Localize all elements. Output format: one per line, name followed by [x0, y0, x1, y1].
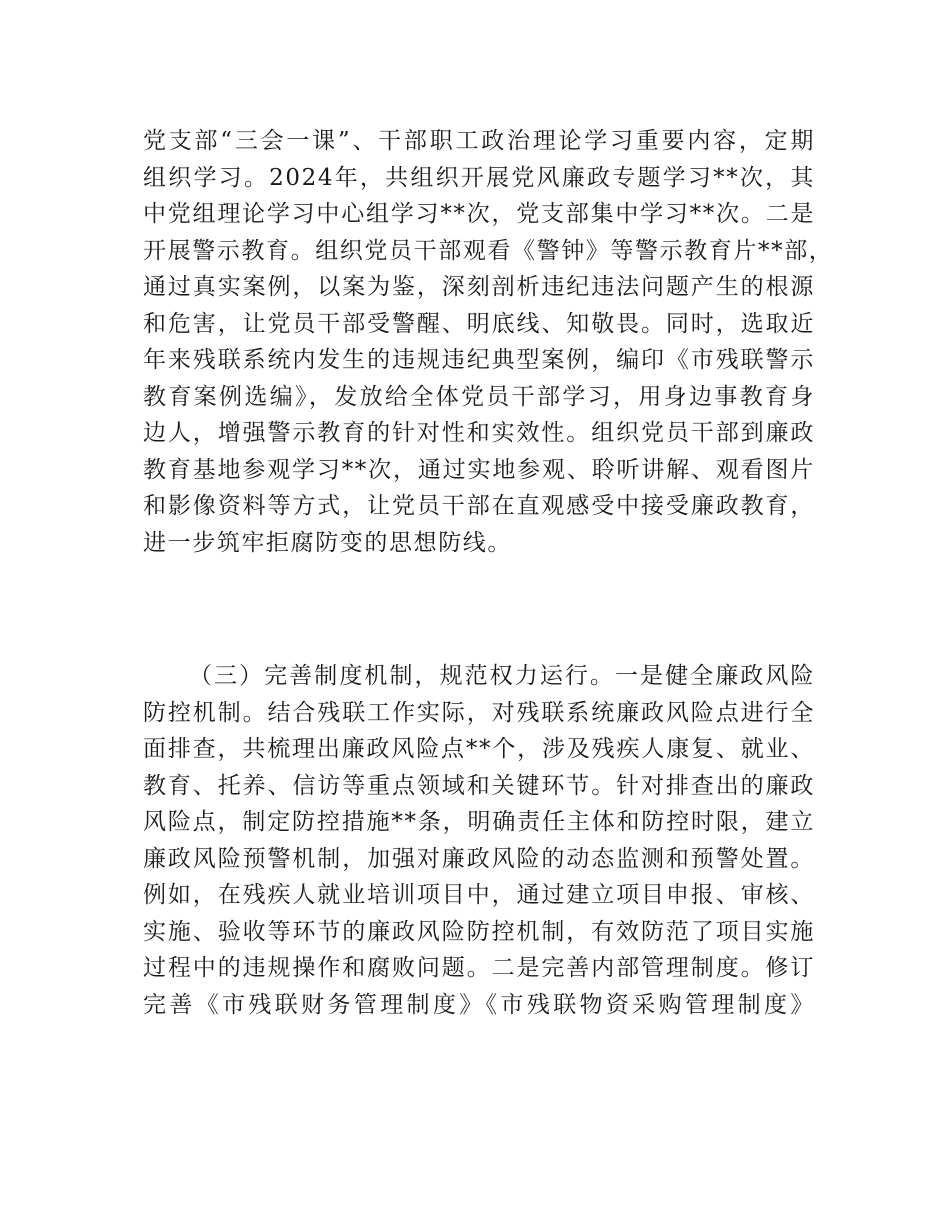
text-line: 开展警示教育。组织党员干部观看《警钟》等警示教育片**部，	[143, 237, 834, 264]
text-line: 廉政风险预警机制，加强对廉政风险的动态监测和预警处置。	[143, 845, 815, 872]
text-line: 党支部“三会一课”、干部职工政治理论学习重要内容，定期	[143, 128, 815, 154]
paragraph-warning-education	[143, 123, 834, 561]
text-line: 教育、托养、信访等重点领域和关键环节。针对排查出的廉政	[143, 772, 815, 799]
text-line: 组织学习。2024年，共组织开展党风廉政专题学习**次，其	[143, 164, 815, 191]
text-line: 完善《市残联财务管理制度》《市残联物资采购管理制度》	[143, 991, 815, 1018]
text-line: 防控机制。结合残联工作实际，对残联系统廉政风险点进行全	[143, 699, 815, 726]
text-line: 边人，增强警示教育的针对性和实效性。组织党员干部到廉政	[143, 420, 815, 446]
text-line: 例如，在残疾人就业培训项目中，通过建立项目申报、审核、	[143, 882, 815, 908]
text-line: 风险点，制定防控措施**条，明确责任主体和防控时限，建立	[143, 809, 815, 835]
text-line: 教育案例选编》，发放给全体党员干部学习，用身边事教育身	[143, 383, 815, 410]
text-line: 面排查，共梳理出廉政风险点**个，涉及残疾人康复、就业、	[143, 736, 815, 762]
text-line: 教育基地参观学习**次，通过实地参观、聆听讲解、观看图片	[143, 456, 815, 483]
text-line: 年来残联系统内发生的违规违纪典型案例，编印《市残联警示	[143, 347, 815, 373]
text-line: 实施、验收等环节的廉政风险防控机制，有效防范了项目实施	[143, 918, 815, 945]
text-line-indented: （三）完善制度机制，规范权力运行。一是健全廉政风险	[189, 663, 815, 689]
paragraph-system-mechanism	[143, 658, 815, 1023]
text-line: 通过真实案例，以案为鉴，深刻剖析违纪违法问题产生的根源	[143, 274, 815, 300]
text-line: 和影像资料等方式，让党员干部在直观感受中接受廉政教育，	[143, 493, 815, 519]
text-line-last: 进一步筑牢拒腐防变的思想防线。	[143, 529, 512, 556]
text-line: 中党组理论学习中心组学习**次，党支部集中学习**次。二是	[143, 201, 815, 227]
text-line: 和危害，让党员干部受警醒、明底线、知敬畏。同时，选取近	[143, 310, 815, 337]
text-line: 过程中的违规操作和腐败问题。二是完善内部管理制度。修订	[143, 955, 815, 981]
